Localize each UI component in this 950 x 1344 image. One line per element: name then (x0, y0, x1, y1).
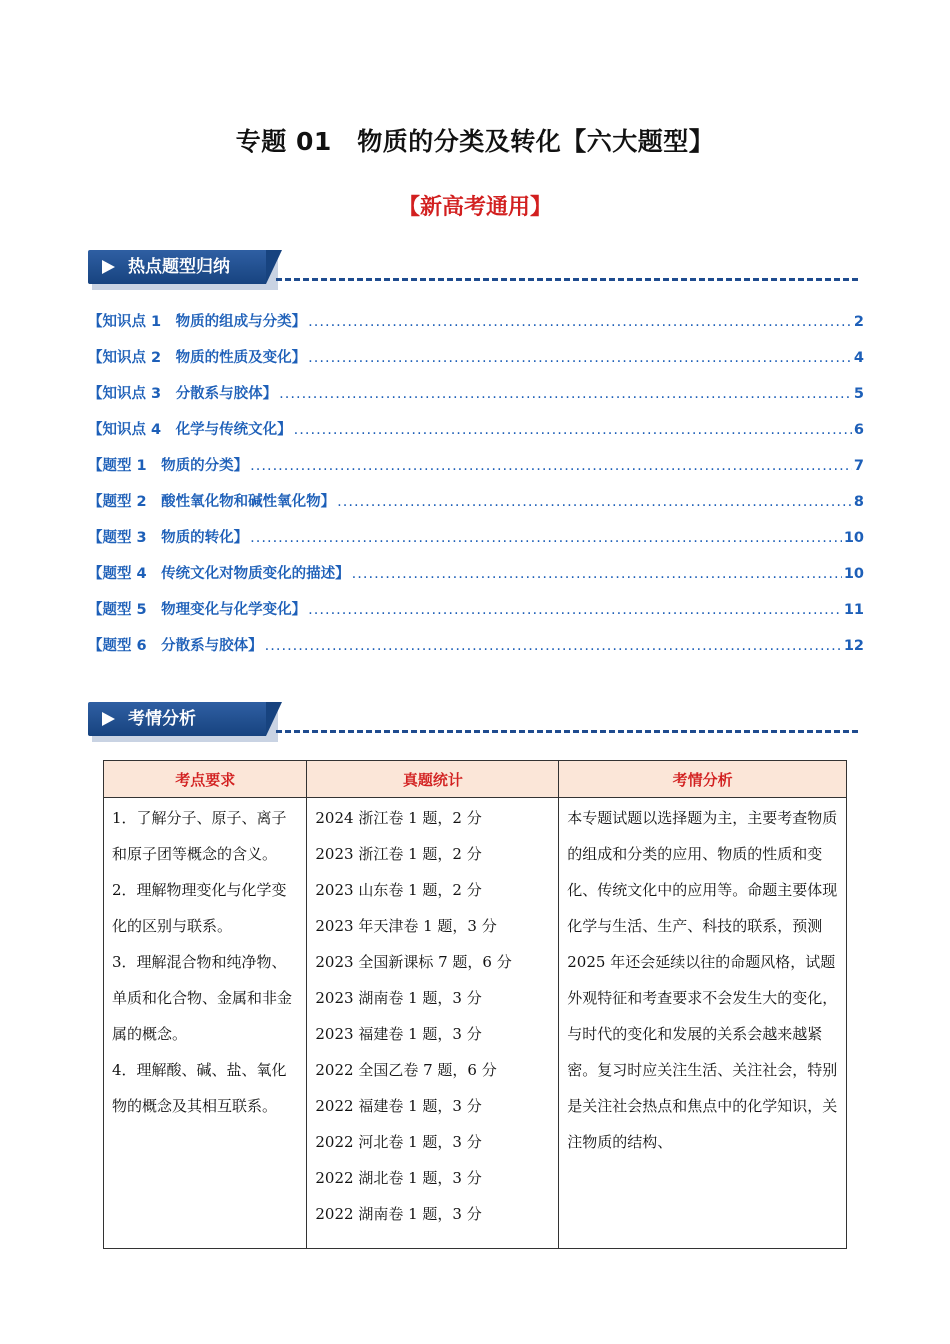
stat-item: 2022 河北卷 1 题，3 分 (315, 1133, 482, 1151)
toc-label[interactable]: 【知识点 3 分散系与胶体】 (88, 386, 278, 402)
toc-leader (308, 350, 852, 366)
stat-item: 2023 全国新课标 7 题，6 分 (315, 953, 512, 971)
toc-item[interactable] (88, 310, 864, 346)
toc-page[interactable]: 6 (853, 422, 864, 438)
toc-item[interactable] (88, 634, 864, 670)
toc-leader (265, 638, 842, 654)
header-requirements: 考点要求 (104, 761, 307, 798)
toc-label[interactable]: 【题型 5 物理变化与化学变化】 (88, 602, 307, 618)
toc-label[interactable]: 【题型 2 酸性氧化物和碱性氧化物】 (88, 494, 336, 510)
stat-item: 2022 湖南卷 1 题，3 分 (315, 1205, 482, 1223)
analysis-cell: 本专题试题以选择题为主，主要考查物质的组成和分类的应用、物质的性质和变化、传统文化中的应用等。命题主要体现化学与生活、生产、科技的联系，预测 2025 年还会延续以往的命题风格，试题外观特征和考查要求不会发生大的变化，与时代的变化和发展的关系会越来越紧密。复习时应关注生活、关注社会，特别是关注社会热点和焦点中的化学知识，关注物质的结构、 (559, 798, 847, 1249)
stat-item: 2023 湖南卷 1 题，3 分 (315, 989, 482, 1007)
header-stats: 真题统计 (307, 761, 559, 798)
table-row (104, 798, 847, 1249)
toc-item[interactable] (88, 562, 864, 598)
toc-item[interactable] (88, 598, 864, 634)
toc-item[interactable] (88, 346, 864, 382)
toc-label[interactable]: 【题型 4 传统文化对物质变化的描述】 (88, 566, 350, 582)
stat-item: 2022 福建卷 1 题，3 分 (315, 1097, 482, 1115)
stats-cell (307, 798, 559, 1249)
toc-label[interactable]: 【题型 1 物质的分类】 (88, 458, 249, 474)
toc-page[interactable]: 4 (853, 350, 864, 366)
toc-label[interactable]: 【知识点 2 物质的性质及变化】 (88, 350, 307, 366)
toc-leader (337, 494, 852, 510)
stat-item: 2022 全国乙卷 7 题，6 分 (315, 1061, 497, 1079)
toc-label[interactable]: 【知识点 4 化学与传统文化】 (88, 422, 292, 438)
toc-item[interactable] (88, 526, 864, 562)
stat-item: 2022 湖北卷 1 题，3 分 (315, 1169, 482, 1187)
header-analysis: 考情分析 (559, 761, 847, 798)
toc-label[interactable]: 【题型 6 分散系与胶体】 (88, 638, 263, 654)
toc-page[interactable]: 12 (843, 638, 864, 654)
exam-analysis-table (103, 760, 847, 1249)
play-icon (102, 712, 115, 726)
toc-leader (250, 530, 842, 546)
play-icon (102, 260, 115, 274)
stat-item: 2023 山东卷 1 题，2 分 (315, 881, 482, 899)
dashed-divider (276, 730, 858, 733)
toc-page[interactable]: 10 (843, 530, 864, 546)
section-title-analysis: 考情分析 (128, 709, 196, 729)
section-title-hot: 热点题型归纳 (128, 257, 230, 277)
page-title: 专题 01 物质的分类及转化【六大题型】 (235, 127, 715, 156)
section-banner (88, 250, 266, 284)
stat-item: 2023 浙江卷 1 题，2 分 (315, 845, 482, 863)
dashed-divider (276, 278, 858, 281)
toc-leader (279, 386, 852, 402)
stat-item: 2023 年天津卷 1 题，3 分 (315, 917, 497, 935)
section-header-analysis (88, 702, 858, 746)
toc-leader (250, 458, 852, 474)
table-header-row (104, 761, 847, 798)
toc-page[interactable]: 8 (853, 494, 864, 510)
requirement-item: 4．理解酸、碱、盐、氧化物的概念及其相互联系。 (112, 1061, 287, 1115)
section-banner (88, 702, 266, 736)
stat-item: 2023 福建卷 1 题，3 分 (315, 1025, 482, 1043)
toc-page[interactable]: 11 (843, 602, 864, 618)
requirement-item: 3．理解混合物和纯净物、单质和化合物、金属和非金属的概念。 (112, 953, 293, 1043)
table-of-contents (88, 310, 864, 670)
toc-leader (294, 422, 852, 438)
toc-page[interactable]: 7 (853, 458, 864, 474)
toc-item[interactable] (88, 418, 864, 454)
toc-label[interactable]: 【题型 3 物质的转化】 (88, 530, 249, 546)
requirement-item: 2．理解物理变化与化学变化的区别与联系。 (112, 881, 287, 935)
toc-page[interactable]: 10 (843, 566, 864, 582)
page-subtitle: 【新高考通用】 (397, 195, 552, 220)
requirement-item: 1．了解分子、原子、离子和原子团等概念的含义。 (112, 809, 287, 863)
toc-leader (308, 602, 842, 618)
section-header-hot (88, 250, 858, 294)
toc-label[interactable]: 【知识点 1 物质的组成与分类】 (88, 314, 307, 330)
toc-leader (352, 566, 842, 582)
toc-leader (308, 314, 852, 330)
requirements-cell (104, 798, 307, 1249)
toc-item[interactable] (88, 454, 864, 490)
toc-item[interactable] (88, 490, 864, 526)
toc-page[interactable]: 5 (853, 386, 864, 402)
stat-item: 2024 浙江卷 1 题，2 分 (315, 809, 482, 827)
toc-item[interactable] (88, 382, 864, 418)
toc-page[interactable]: 2 (853, 314, 864, 330)
